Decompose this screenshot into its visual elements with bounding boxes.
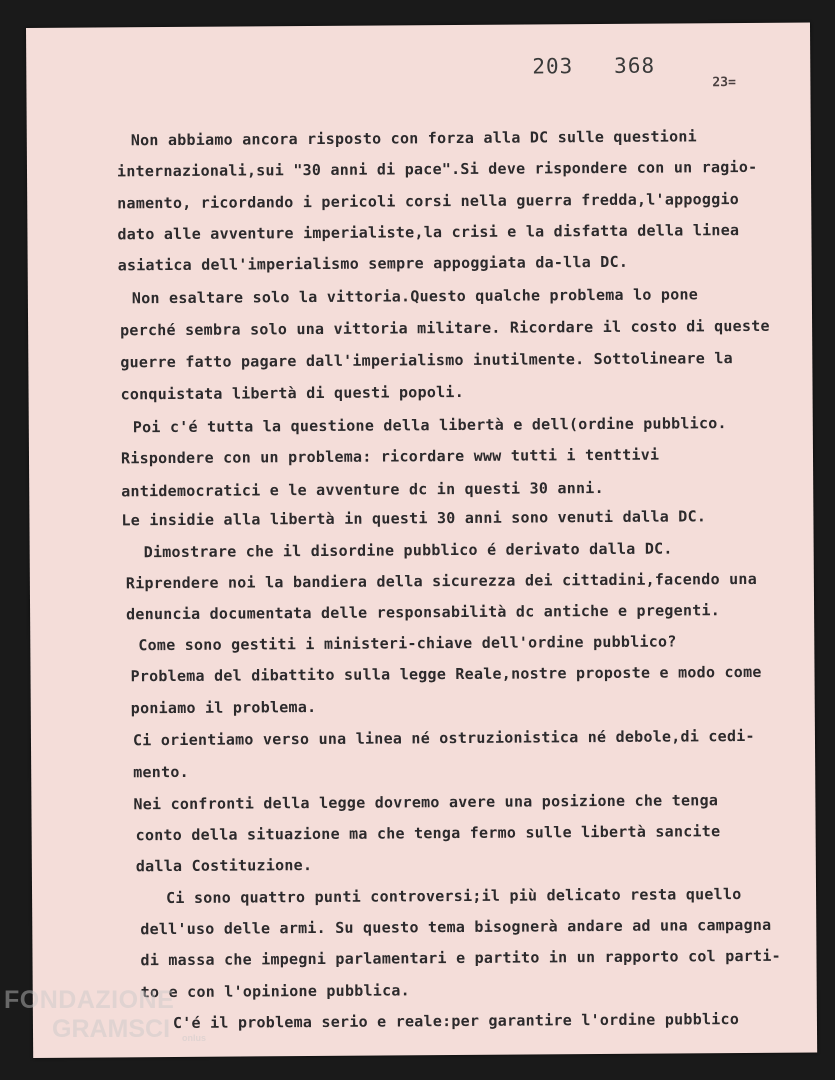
- archive-numbers: 203 368: [532, 53, 656, 79]
- text-line: poniamo il problema.: [130, 697, 317, 718]
- text-line: perché sembra solo una vittoria militare. Ricordare il costo di queste: [120, 316, 770, 340]
- fondazione-gramsci-watermark: [4, 988, 206, 1043]
- text-line: Poi c'é tutta la questione della libertà e dell(ordine pubblico.: [132, 414, 727, 437]
- text-line: to e con l'opinione pubblica.: [140, 981, 410, 1002]
- text-line: internazionali,sui "30 anni di pace".Si deve rispondere con un ragio-: [116, 157, 758, 181]
- text-line: Come sono gestiti i ministeri-chiave dell'ordine pubblico?: [138, 632, 677, 655]
- text-line: dell'uso delle armi. Su questo tema bisognerà andare ad una campagna: [140, 915, 772, 939]
- text-line: dalla Costituzione.: [135, 856, 313, 876]
- text-line: asiatica dell'imperialismo sempre appoggiata da-lla DC.: [117, 252, 629, 275]
- text-line: mento.: [133, 762, 189, 782]
- text-line: Nei confronti della legge dovremo avere una posizione che tenga: [133, 791, 719, 814]
- text-line: guerre fatto pagare dall'imperialismo inutilmente. Sottolineare la: [120, 349, 733, 372]
- text-line: denuncia documentata delle responsabilità dc antiche e pregenti.: [126, 601, 721, 624]
- watermark-line-2: GRAMSCI: [52, 1015, 171, 1043]
- text-line: conquistata libertà di questi popoli.: [120, 382, 465, 404]
- text-line: Dimostrare che il disordine pubblico é derivato dalla DC.: [143, 539, 673, 562]
- text-line: Le insidie alla libertà in questi 30 anni sono venuti dalla DC.: [121, 507, 707, 530]
- text-line: Riprendere noi la bandiera della sicurezza dei cittadini,facendo una: [125, 569, 758, 593]
- text-line: Problema del dibattito sulla legge Reale,nostre proposte e modo come: [130, 662, 762, 686]
- text-line: antidemocratici e le avventure dc in questi 30 anni.: [121, 478, 604, 501]
- text-line: Non abbiamo ancora risposto con forza alla DC sulle questioni: [130, 127, 697, 150]
- text-line: di massa che impegni parlamentari e partito in un rapporto col parti-: [140, 946, 781, 970]
- text-line: namento, ricordando i pericoli corsi nella guerra fredda,l'appoggio: [117, 190, 740, 213]
- watermark-line-3: onlus: [182, 1033, 206, 1043]
- document-page: [26, 23, 817, 1058]
- text-line: Ci sono quattro punti controversi;il più delicato resta quello: [166, 885, 742, 908]
- text-line: conto della situazione ma che tenga fermo sulle libertà sancite: [135, 822, 721, 845]
- text-line: Ci orientiamo verso una linea né ostruzionistica né debole,di cedi-: [132, 726, 755, 750]
- text-line: C'é il problema serio e reale:per garantire l'ordine pubblico: [172, 1010, 740, 1032]
- watermark-line-1: FONDAZIONE: [4, 986, 175, 1014]
- page-number: 23=: [712, 75, 736, 91]
- text-line: Non esaltare solo la vittoria.Questo qualche problema lo pone: [131, 285, 699, 308]
- text-line: Rispondere con un problema: ricordare www tutti i tenttivi: [120, 445, 660, 468]
- text-line: dato alle avventure imperialiste,la crisi e la disfatta della linea: [117, 221, 740, 244]
